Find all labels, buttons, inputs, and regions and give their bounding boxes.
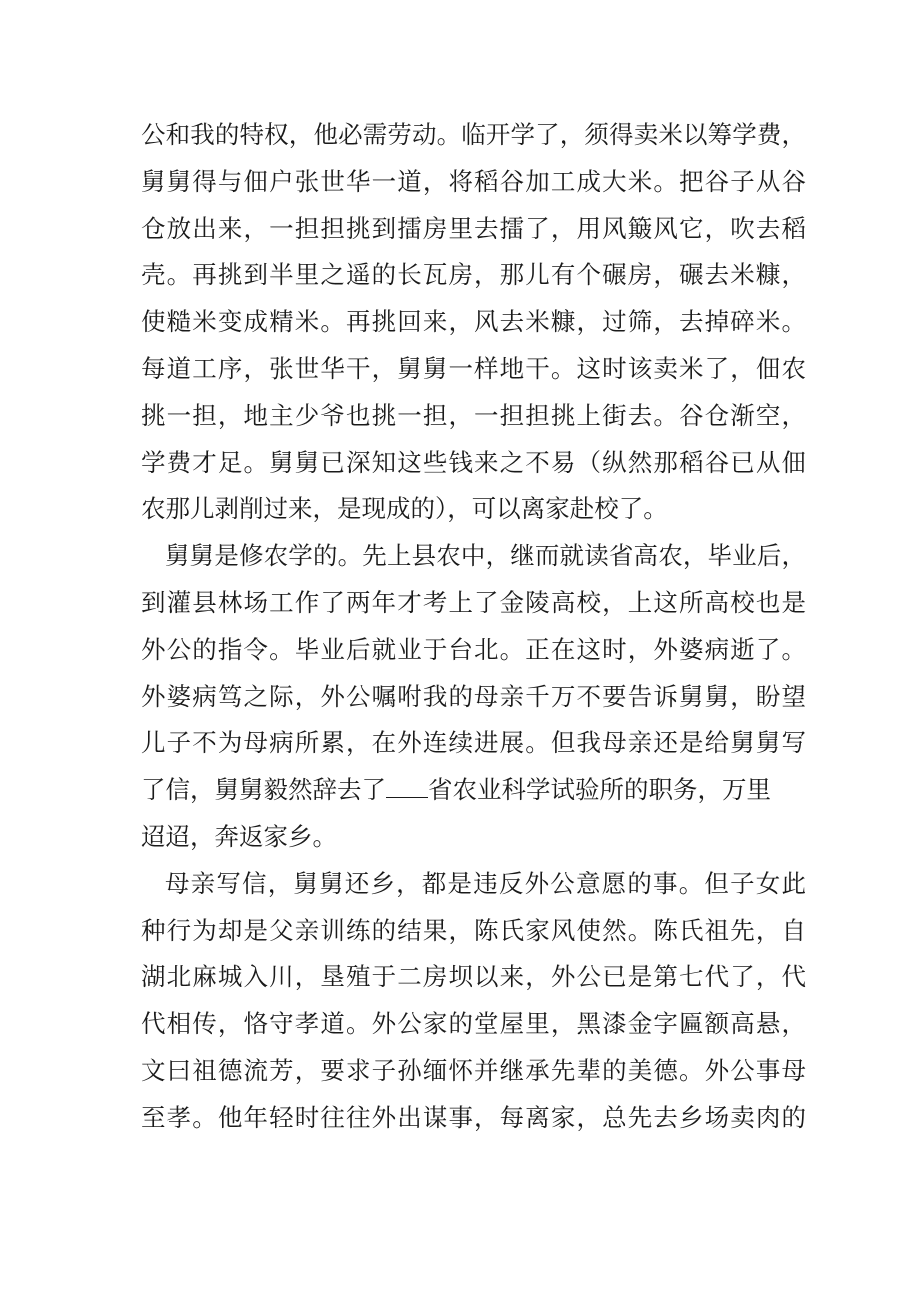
text-line: 公和我的特权，他必需劳动。临开学了，须得卖米以筹学费， [141,120,806,149]
text-line: 挑一担，地主少爷也挑一担，一担担挑上街去。谷仓渐空， [141,400,806,430]
text-line: 壳。再挑到半里之遥的长瓦房，那儿有个碾房，碾去米糠， [141,260,806,290]
text-before-blank: 了信，舅舅毅然辞去了 [141,775,386,805]
text-line: 舅舅是修农学的。先上县农中，继而就读省高农，毕业后， [165,541,806,571]
text-after-blank: 省农业科学试验所的职务，万里 [428,775,771,805]
text-line: 使糙米变成精米。再挑回来，风去米糠，过筛，去掉碎米。 [141,307,806,337]
document-body [141,112,806,1142]
text-line: 母亲写信，舅舅还乡，都是违反外公意愿的事。但子女此 [165,868,806,898]
text-line: 学费才足。舅舅已深知这些钱来之不易（纵然那稻谷已从佃 [141,447,806,477]
text-line: 外婆病笃之际，外公嘱咐我的母亲千万不要告诉舅舅，盼望 [141,681,806,711]
text-line: 仓放出来，一担担挑到擂房里去擂了，用风簸风它，吹去稻 [141,213,806,243]
fill-in-blank [386,775,428,798]
text-line: 外公的指令。毕业后就业于台北。正在这时，外婆病逝了。 [141,634,806,664]
text-line: 文曰祖德流芳，要求子孙缅怀并继承先辈的美德。外公事母 [141,1055,806,1085]
text-line: 迢迢，奔返家乡。 [141,821,337,851]
text-line: 到灌县林场工作了两年才考上了金陵高校，上这所高校也是 [141,587,806,617]
text-line: 湖北麻城入川，垦殖于二房坝以来，外公已是第七代了，代 [141,962,806,992]
text-line: 农那儿剥削过来，是现成的），可以离家赴校了。 [141,494,668,524]
text-line: 儿子不为母病所累，在外连续进展。但我母亲还是给舅舅写 [141,728,806,758]
text-line: 至孝。他年轻时往往外出谋事，每离家，总先去乡场卖肉的 [141,1102,806,1132]
text-line: 代相传，恪守孝道。外公家的堂屋里，黑漆金字匾额高悬， [141,1009,806,1039]
text-line: 每道工序，张世华干，舅舅一样地干。这时该卖米了，佃农 [141,353,806,383]
text-line-with-blank [141,767,806,814]
text-line: 种行为却是父亲训练的结果，陈氏家风使然。陈氏祖先，自 [141,915,806,945]
text-line: 舅舅得与佃户张世华一道，将稻谷加工成大米。把谷子从谷 [141,166,806,196]
